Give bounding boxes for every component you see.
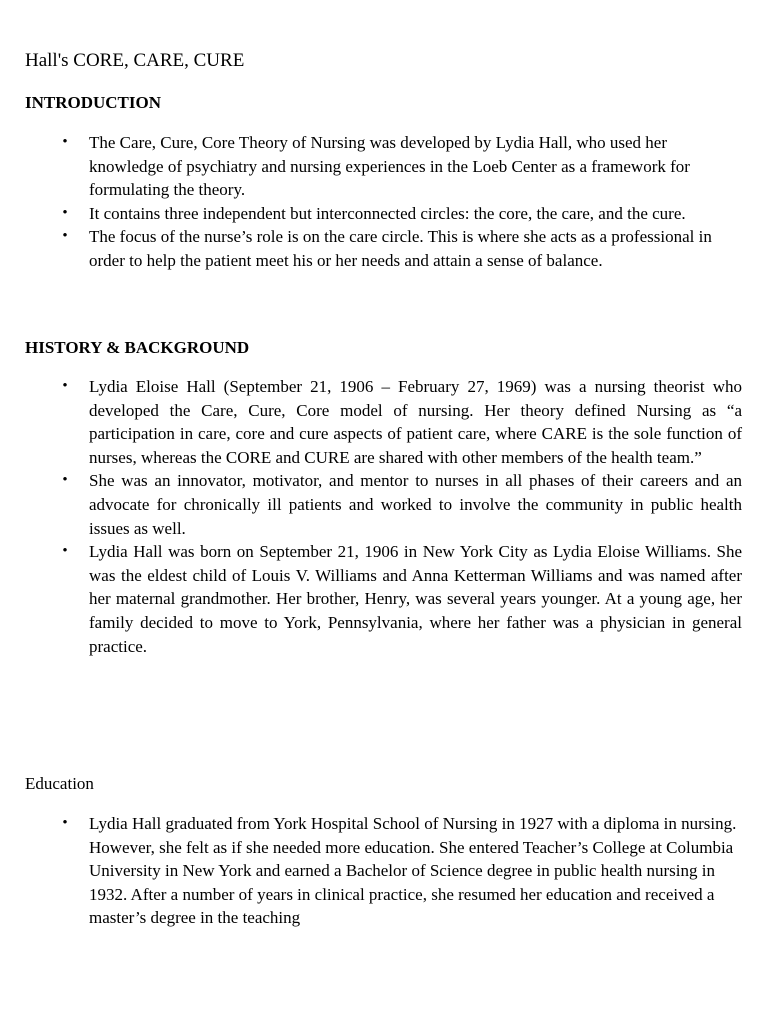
bullet-icon: • — [62, 543, 68, 560]
list-item-text: Lydia Eloise Hall (September 21, 1906 – February 27, 1969) was a nursing theorist who developed the Care, Cure, Core model of nursing. Her theory defined Nursing as “a participation in care, core and cure aspects of patient care, where CARE is the sole function of nurses, whereas the CORE and CURE are shared with other members of the health team.” — [89, 377, 742, 467]
bullet-icon: • — [62, 134, 68, 150]
education-list — [0, 812, 768, 930]
education-heading: Education — [25, 774, 94, 793]
introduction-heading: INTRODUCTION — [25, 93, 162, 112]
list-item — [0, 375, 742, 469]
bullet-icon: • — [62, 815, 68, 831]
list-item — [0, 225, 742, 272]
bullet-icon: • — [62, 472, 68, 489]
introduction-list — [0, 131, 768, 273]
history-list — [0, 375, 768, 658]
history-heading: HISTORY & BACKGROUND — [25, 338, 250, 357]
list-item-text: The focus of the nurse’s role is on the care circle. This is where she acts as a professional in order to help the patient meet his or her needs and attain a sense of balance. — [89, 227, 712, 270]
list-item-text: It contains three independent but interconnected circles: the core, the care, and the cure. — [89, 203, 686, 223]
list-item — [0, 202, 742, 226]
list-item-text: The Care, Cure, Core Theory of Nursing was developed by Lydia Hall, who used her knowledge of psychiatry and nursing experiences in the Loeb Center as a framework for formulating the theory. — [89, 133, 690, 200]
list-item — [0, 131, 742, 202]
list-item-text: Lydia Hall graduated from York Hospital School of Nursing in 1927 with a diploma in nursing. However, she felt as if she needed more education. She entered Teacher’s College at Columbia University in New York and earned a Bachelor of Science degree in public health nursing in 1932. After a number of years in clinical practice, she resumed her education and received a master’s degree in the teaching — [89, 814, 737, 928]
list-item-text: She was an innovator, motivator, and mentor to nurses in all phases of their careers and an advocate for chronically ill patients and worked to involve the community in public health issues as well. — [89, 471, 742, 538]
list-item-text: Lydia Hall was born on September 21, 1906 in New York City as Lydia Eloise Williams. She was the eldest child of Louis V. Williams and Anna Ketterman Williams and was named after her maternal grandmother. Her brother, Henry, was several years younger. At a young age, her family decided to move to York, Pennsylvania, where her father was a physician in general practice. — [89, 542, 742, 656]
bullet-icon: • — [62, 228, 68, 245]
bullet-icon: • — [62, 378, 68, 394]
list-item — [0, 812, 742, 930]
list-item — [0, 540, 742, 658]
list-item — [0, 469, 742, 540]
page-title: Hall's CORE, CARE, CURE — [25, 50, 245, 71]
bullet-icon: • — [62, 204, 68, 221]
